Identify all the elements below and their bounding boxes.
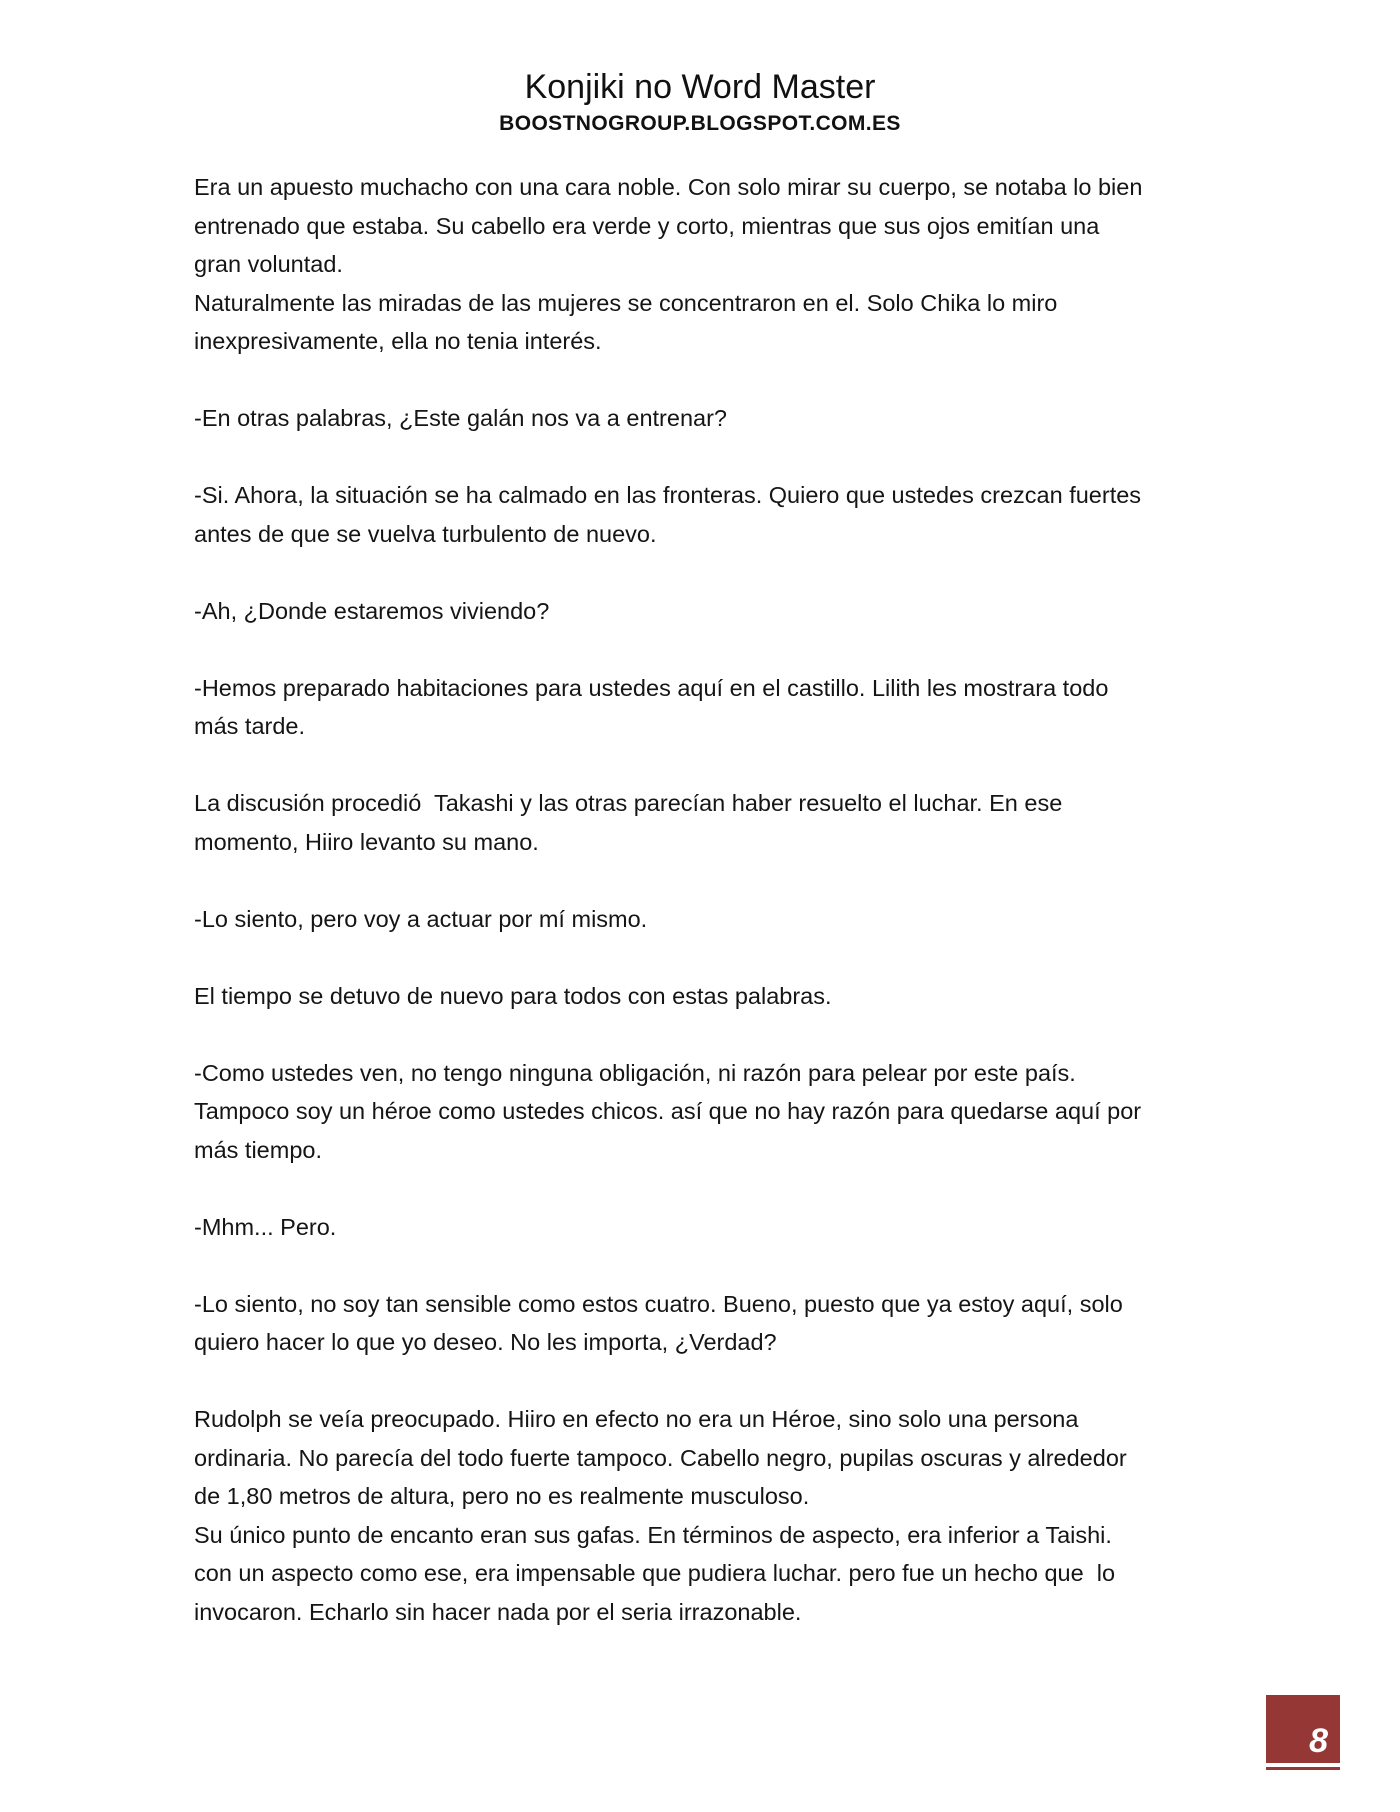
document-title: Konjiki no Word Master — [524, 68, 876, 106]
text-line: -Lo siento, no soy tan sensible como estos cuatro. Bueno, puesto que ya estoy aquí, solo — [194, 1290, 1123, 1317]
text-line: quiero hacer lo que yo deseo. No les importa, ¿Verdad? — [194, 1329, 777, 1355]
text-line: más tiempo. — [194, 1136, 322, 1163]
text-line: ordinaria. No parecía del todo fuerte tampoco. Cabello negro, pupilas oscuras y alrededor — [194, 1444, 1127, 1471]
text-line: de 1,80 metros de altura, pero no es realmente musculoso. — [194, 1483, 810, 1509]
text-line: inexpresivamente, ella no tenia interés. — [194, 328, 602, 354]
paragraph — [194, 977, 1206, 1016]
paragraph — [194, 900, 1206, 939]
text-line: La discusión procedió Takashi y las otras parecían haber resuelto el luchar. En ese — [194, 790, 1063, 816]
paragraph — [194, 168, 1206, 361]
paragraph — [194, 1285, 1206, 1362]
paragraph — [194, 592, 1206, 631]
text-line: con un aspecto como ese, era impensable que pudiera luchar. pero fue un hecho que lo — [194, 1560, 1116, 1586]
paragraph — [194, 1054, 1206, 1170]
text-line: -Mhm... Pero. — [194, 1213, 337, 1240]
text-line: más tarde. — [194, 713, 306, 739]
text-line: -Como ustedes ven, no tengo ninguna obligación, ni razón para pelear por este país. — [194, 1059, 1076, 1086]
text-line: Era un apuesto muchacho con una cara noble. Con solo mirar su cuerpo, se notaba lo bien — [194, 174, 1143, 200]
text-line: El tiempo se detuvo de nuevo para todos con estas palabras. — [194, 982, 832, 1009]
text-line: entrenado que estaba. Su cabello era verde y corto, mientras que sus ojos emitían una — [194, 212, 1100, 239]
text-line: Tampoco soy un héroe como ustedes chicos. así que no hay razón para quedarse aquí por — [194, 1098, 1142, 1124]
text-line: Su único punto de encanto eran sus gafas. En términos de aspecto, era inferior a Taishi. — [194, 1521, 1112, 1548]
page-number-underline — [1266, 1767, 1340, 1770]
page-number-badge — [1266, 1695, 1340, 1763]
text-line: Naturalmente las miradas de las mujeres se concentraron en el. Solo Chika lo miro — [194, 289, 1058, 316]
document-body — [194, 168, 1206, 1670]
text-line: invocaron. Echarlo sin hacer nada por el seria irrazonable. — [194, 1598, 802, 1625]
page-header — [0, 66, 1400, 138]
paragraph — [194, 669, 1206, 746]
text-line: -Lo siento, pero voy a actuar por mí mismo. — [194, 905, 648, 932]
paragraph — [194, 476, 1206, 553]
page-number: 8 — [1309, 1722, 1328, 1760]
text-line: -Ah, ¿Donde estaremos viviendo? — [194, 597, 550, 624]
text-line: gran voluntad. — [194, 251, 343, 277]
text-line: momento, Hiiro levanto su mano. — [194, 828, 539, 855]
document-subtitle: BOOSTNOGROUP.BLOGSPOT.COM.ES — [499, 112, 901, 135]
text-line: -Si. Ahora, la situación se ha calmado en las fronteras. Quiero que ustedes crezcan fuertes — [194, 482, 1142, 508]
paragraph — [194, 784, 1206, 861]
paragraph — [194, 399, 1206, 438]
text-line: Rudolph se veía preocupado. Hiiro en efecto no era un Héroe, sino solo una persona — [194, 1406, 1079, 1432]
text-line: -En otras palabras, ¿Este galán nos va a entrenar? — [194, 405, 727, 431]
text-line: -Hemos preparado habitaciones para ustedes aquí en el castillo. Lilith les mostrara todo — [194, 674, 1109, 701]
paragraph — [194, 1208, 1206, 1247]
text-line: antes de que se vuelva turbulento de nuevo. — [194, 520, 657, 547]
paragraph — [194, 1400, 1206, 1631]
